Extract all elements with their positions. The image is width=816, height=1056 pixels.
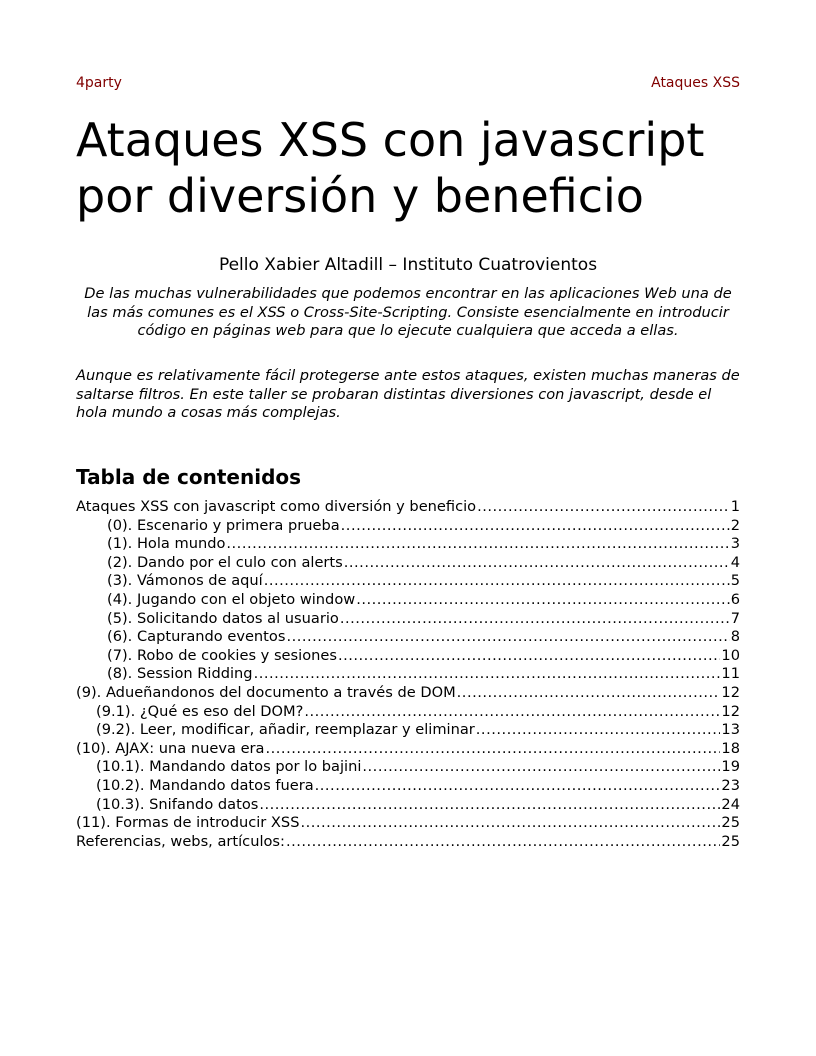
toc-leader-dots — [254, 665, 721, 684]
toc-entry[interactable] — [76, 628, 740, 647]
toc-entry[interactable] — [76, 796, 740, 815]
toc-entry[interactable] — [76, 833, 740, 852]
toc-entry-title: (3). Vámonos de aquí — [107, 572, 263, 590]
toc-entry-page: 23 — [721, 776, 740, 794]
toc-entry[interactable] — [76, 814, 740, 833]
toc-entry-title: (6). Capturando eventos — [107, 628, 286, 646]
toc-entry-title: (10). AJAX: una nueva era — [76, 739, 265, 757]
toc-entry[interactable] — [76, 647, 740, 666]
toc-leader-dots — [362, 758, 720, 777]
table-of-contents — [76, 498, 740, 851]
toc-leader-dots — [338, 647, 720, 666]
toc-entry-title: (11). Formas de introducir XSS — [76, 814, 300, 832]
toc-entry-page: 25 — [721, 814, 740, 832]
toc-entry-page: 1 — [730, 498, 740, 515]
toc-entry[interactable] — [76, 740, 740, 759]
toc-entry-title: (5). Solicitando datos al usuario — [107, 609, 339, 627]
toc-entry[interactable] — [76, 703, 740, 722]
toc-entry[interactable] — [76, 535, 740, 554]
toc-leader-dots — [356, 591, 730, 610]
toc-entry-title: Ataques XSS con javascript como diversión y beneficio — [76, 498, 477, 515]
toc-entry-title: (9). Adueñandonos del documento a través de DOM — [76, 683, 456, 701]
toc-entry[interactable] — [76, 758, 740, 777]
toc-entry[interactable] — [76, 777, 740, 796]
toc-entry[interactable] — [76, 610, 740, 629]
toc-leader-dots — [266, 740, 721, 759]
toc-entry-title: Referencias, webs, artículos: — [76, 832, 285, 850]
intro-paragraph: Aunque es relativamente fácil protegerse ante estos ataques, existen muchas maneras de saltarse filtros. En este taller se probaran distintas diversiones con javascript, desde el hola mundo a cosas más complejas. — [76, 367, 740, 421]
toc-entry-title: (0). Escenario y primera prueba — [107, 516, 340, 534]
toc-entry[interactable] — [76, 554, 740, 573]
toc-entry-page: 4 — [730, 553, 740, 571]
toc-leader-dots — [286, 628, 729, 647]
toc-leader-dots — [457, 684, 721, 703]
document-title: Ataques XSS con javascript por diversión y beneficio — [76, 113, 705, 223]
toc-entry[interactable] — [76, 684, 740, 703]
toc-entry-page: 8 — [730, 628, 740, 646]
toc-entry-page: 12 — [721, 683, 740, 701]
toc-leader-dots — [304, 703, 720, 722]
toc-leader-dots — [259, 796, 720, 815]
toc-leader-dots — [344, 554, 730, 573]
toc-entry[interactable] — [76, 665, 740, 684]
toc-entry-page: 3 — [730, 535, 740, 553]
running-header — [76, 75, 740, 91]
toc-entry-page: 18 — [721, 739, 740, 757]
toc-leader-dots — [286, 833, 720, 852]
toc-leader-dots — [340, 610, 730, 629]
toc-entry-title: (10.3). Snifando datos — [96, 795, 259, 813]
toc-entry-title: (9.1). ¿Qué es eso del DOM? — [96, 702, 304, 720]
toc-entry-title: (8). Session Ridding — [107, 665, 253, 683]
toc-heading: Tabla de contenidos — [76, 465, 302, 489]
toc-entry-page: 10 — [721, 646, 740, 664]
toc-leader-dots — [341, 517, 730, 536]
toc-leader-dots — [476, 721, 721, 740]
toc-entry[interactable] — [76, 498, 740, 517]
author-line: Pello Xabier Altadill – Instituto Cuatrovientos — [218, 255, 598, 275]
toc-entry[interactable] — [76, 721, 740, 740]
toc-entry-page: 19 — [721, 758, 740, 776]
toc-entry-title: (4). Jugando con el objeto window — [107, 590, 356, 608]
toc-entry-title: (7). Robo de cookies y sesiones — [107, 646, 337, 664]
toc-entry-title: (2). Dando por el culo con alerts — [107, 553, 343, 571]
toc-entry-page: 6 — [730, 590, 740, 608]
toc-entry-page: 13 — [721, 721, 740, 739]
header-right: Ataques XSS — [651, 75, 740, 91]
toc-entry-page: 2 — [730, 516, 740, 534]
toc-entry-title: (10.1). Mandando datos por lo bajini — [96, 758, 362, 776]
toc-entry[interactable] — [76, 517, 740, 536]
toc-entry-page: 25 — [721, 832, 740, 850]
toc-entry[interactable] — [76, 591, 740, 610]
toc-entry-page: 11 — [721, 665, 740, 683]
toc-leader-dots — [477, 498, 730, 517]
toc-entry-title: (10.2). Mandando datos fuera — [96, 776, 314, 794]
toc-entry[interactable] — [76, 572, 740, 591]
toc-entry-page: 24 — [721, 795, 740, 813]
toc-entry-title: (9.2). Leer, modificar, añadir, reemplazar y eliminar — [96, 721, 475, 739]
header-left: 4party — [76, 75, 122, 91]
toc-leader-dots — [300, 814, 720, 833]
toc-leader-dots — [315, 777, 721, 796]
abstract-paragraph: De las muchas vulnerabilidades que podemos encontrar en las aplicaciones Web una de las más comunes es el XSS o Cross-Site-Scripting. Consiste esencialmente en introducir código en páginas web para que lo ejecute cualquiera que acceda a ellas. — [84, 285, 732, 339]
toc-leader-dots — [264, 572, 730, 591]
toc-entry-title: (1). Hola mundo — [107, 535, 226, 553]
toc-leader-dots — [226, 535, 729, 554]
toc-entry-page: 5 — [730, 572, 740, 590]
toc-entry-page: 12 — [721, 702, 740, 720]
toc-entry-page: 7 — [730, 609, 740, 627]
